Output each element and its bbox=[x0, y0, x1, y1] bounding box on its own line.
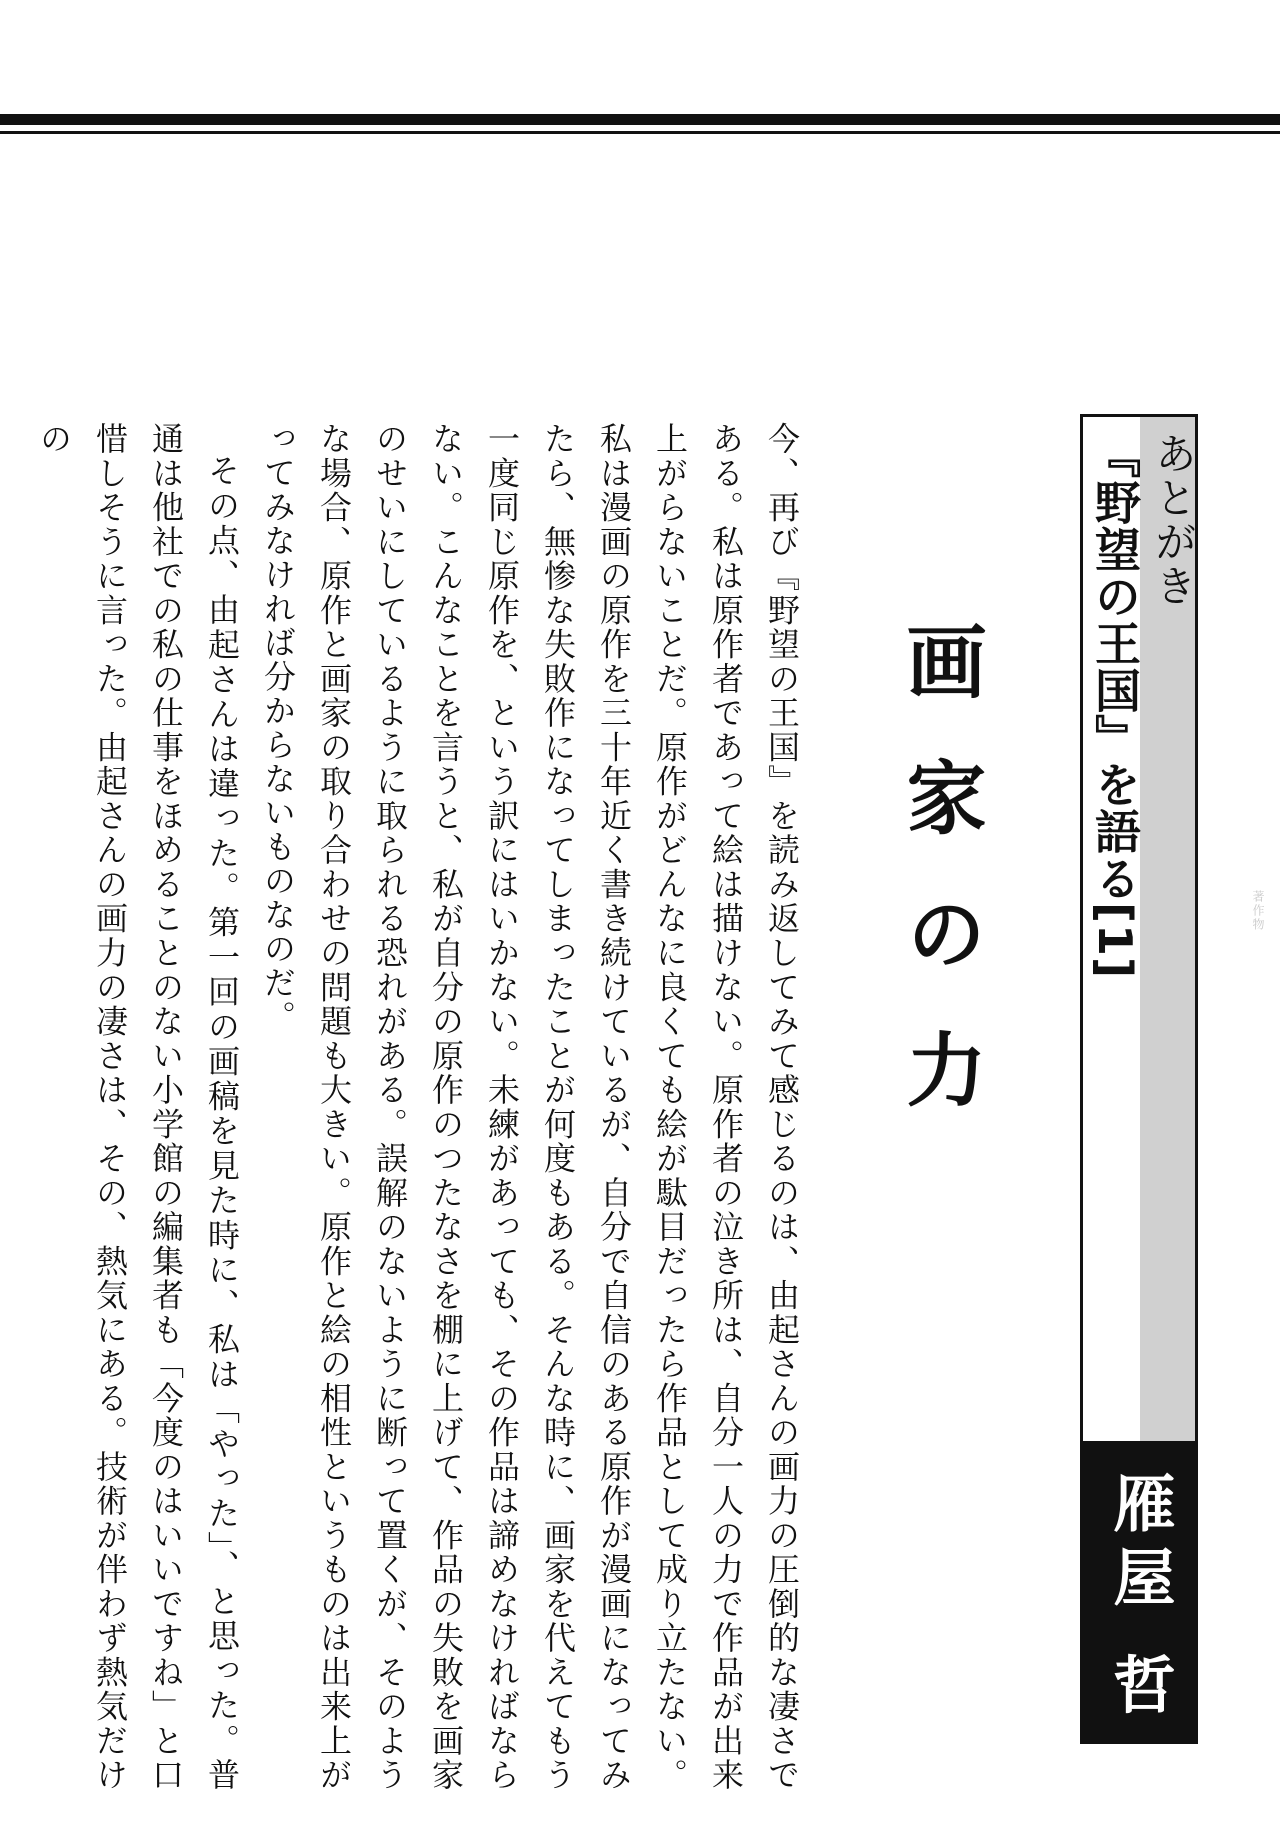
series-label: 『野望の王国』を語る[1] bbox=[1088, 432, 1142, 980]
author-name: 雁屋 哲 bbox=[1103, 1471, 1176, 1727]
paragraph: 今、再び『野望の王国』を読み返してみて感じるのは、由起さんの画力の圧倒的な凄さである。私は原作者であって絵は描けない。原作者の泣き所は、自分一人の力で作品が出来上がらないことだ。原作がどんなに良くても絵が駄目だったら作品として成り立たない。私は漫画の原作を三十年近く書き続けているが、自分で自信のある原作が漫画になってみたら、無惨な失敗作になってしまったことが何度もある。そんな時に、画家を代えてもう一度同じ原作を、という訳にはいかない。未練があっても、その作品は諦めなければならない。こんなことを言うと、私が自分の原作のつたなさを棚に上げて、作品の失敗を画家のせいにしているように取られる恐れがある。誤解のないように断って置くが、そのような場合、原作と画家の取り合わせの問題も大きい。原作と絵の相性というものは出来上がってみなければ分からないものなのだ。 bbox=[259, 422, 801, 1793]
top-rule-thin bbox=[0, 131, 1280, 134]
article-body bbox=[26, 422, 810, 1792]
side-mark: 著作物 bbox=[1251, 890, 1265, 932]
author-box bbox=[1080, 1441, 1198, 1744]
page-title: 画家の力 bbox=[893, 620, 987, 1164]
corner-label: あとがき bbox=[1149, 432, 1198, 608]
top-rule-thick bbox=[0, 114, 1280, 125]
paragraph: その点、由起さんは違った。第一回の画稿を見た時に、私は「やった」、と思った。普通は他社での私の仕事をほめることのない小学館の編集者も「今度のはいいですね」と口惜しそうに言った。由起さんの画力の凄さは、その、熱気にある。技術が伴わず熱気だけの bbox=[35, 422, 241, 1792]
